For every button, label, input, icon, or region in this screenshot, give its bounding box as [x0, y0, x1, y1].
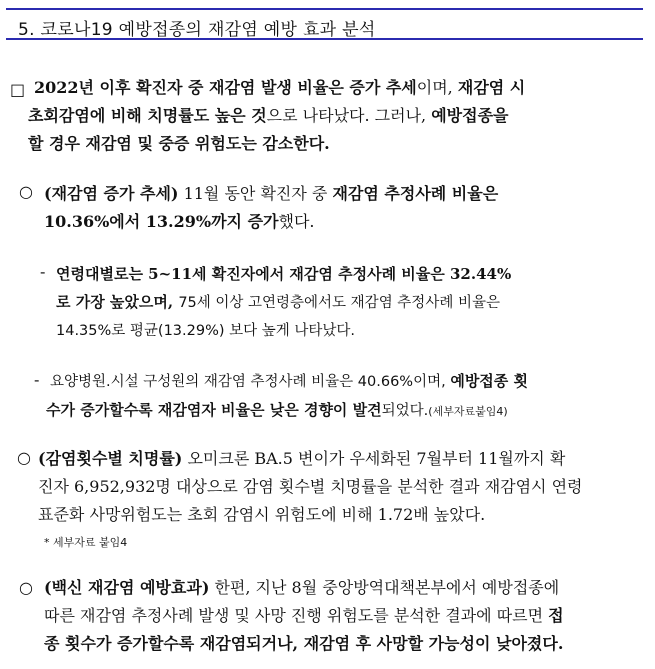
- text-run: 할 경우 재감염 및 중증 위험도는 감소한다.: [28, 134, 330, 153]
- fatality-marker: ○: [17, 448, 31, 467]
- age-line-2: [56, 288, 511, 317]
- care-line-2: [46, 396, 528, 426]
- text-run: 한편, 지난 8월 중앙방역대책본부에서 예방접종에: [209, 578, 560, 597]
- age-group-marker: -: [40, 262, 46, 281]
- fatality-paragraph: [38, 445, 583, 529]
- text-run: 예방접종 횟: [450, 372, 529, 390]
- care-line-1: [50, 367, 528, 396]
- trend-line-1: [44, 180, 498, 208]
- text-run: 진자 6,952,932명 대상으로 감염 횟수별 치명률을 분석한 결과 재감염시 연령: [38, 477, 583, 496]
- summary-line-3: [28, 130, 525, 158]
- text-run: 종 횟수가 증가할수록 재감염되거나, 재감염 후 사망할 가능성이 낮아졌다.: [44, 634, 564, 653]
- text-run: (백신 재감염 예방효과): [44, 578, 210, 597]
- summary-paragraph: [28, 74, 526, 158]
- reinfection-trend-paragraph: [44, 180, 498, 236]
- text-run: 11월 동안 확진자 중: [178, 184, 333, 203]
- fatality-line-2: [38, 473, 583, 501]
- trend-marker: ○: [19, 182, 33, 201]
- care-facility-marker: -: [34, 370, 40, 389]
- section-title-box: [6, 8, 643, 40]
- text-run: 예방접종을: [431, 106, 509, 125]
- text-run: 75세 이상 고연령층에서도 재감염 추정사례 비율은: [178, 295, 500, 311]
- summary-line-2: [28, 102, 525, 130]
- summary-marker: □: [10, 80, 26, 99]
- text-run: 14.35%로 평균(13.29%) 보다 높게 나타났다.: [56, 323, 356, 339]
- vaccine-line-1: [44, 574, 564, 602]
- vaccine-effect-paragraph: [44, 574, 564, 658]
- fatality-line-3: [38, 501, 583, 529]
- text-run: 접: [548, 606, 564, 625]
- text-run: 재감염 추정사례 비율은: [332, 184, 499, 203]
- text-run: 연령대별로는 5~11세 확진자에서 재감염 추정사례 비율은 32.44%: [56, 265, 512, 283]
- text-run: 오미크론 BA.5 변이가 우세화된 7월부터 11월까지 확: [182, 449, 566, 468]
- text-run: (재감염 증가 추세): [44, 184, 179, 203]
- care-facility-note: (세부자료붙임4): [428, 405, 508, 418]
- text-run: 표준화 사망위험도는 초회 감염시 위험도에 비해 1.72배 높았다.: [38, 505, 486, 524]
- age-group-paragraph: [56, 260, 511, 345]
- section-title: 5. 코로나19 예방접종의 재감염 예방 효과 분석: [18, 20, 376, 40]
- text-run: 수가 증가할수록 재감염자 비율은 낮은 경향이 발견: [46, 401, 382, 419]
- text-run: 했다.: [278, 212, 315, 231]
- text-run: 이며,: [416, 78, 458, 97]
- text-run: 되었다.: [381, 403, 429, 419]
- summary-line-1: [34, 74, 525, 102]
- vaccine-effect-marker: ○: [19, 578, 33, 597]
- text-run: 2022년 이후 확진자 중 재감염 발생 비율은 증가 추세: [34, 78, 417, 97]
- fatality-note: * 세부자료 붙임4: [44, 536, 128, 549]
- text-run: 초회감염에 비해 치명률도 높은 것: [28, 106, 267, 125]
- text-run: 재감염 시: [457, 78, 526, 97]
- text-run: 10.36%에서 13.29%까지 증가: [44, 212, 279, 231]
- age-line-1: [56, 260, 511, 288]
- fatality-line-1: [38, 445, 583, 473]
- text-run: (감염횟수별 치명률): [38, 449, 183, 468]
- vaccine-line-2: [44, 602, 564, 630]
- trend-line-2: [44, 208, 498, 236]
- text-run: 따른 재감염 추정사례 발생 및 사망 진행 위험도를 분석한 결과에 따르면: [44, 606, 549, 625]
- text-run: 로 가장 높았으며,: [56, 293, 179, 311]
- text-run: 요양병원.시설 구성원의 재감염 추정사례 비율은 40.66%이며,: [50, 374, 451, 390]
- age-line-3: [56, 317, 511, 345]
- text-run: 으로 나타났다. 그러나,: [266, 106, 432, 125]
- vaccine-line-3: [44, 630, 564, 658]
- care-facility-paragraph: [46, 367, 529, 426]
